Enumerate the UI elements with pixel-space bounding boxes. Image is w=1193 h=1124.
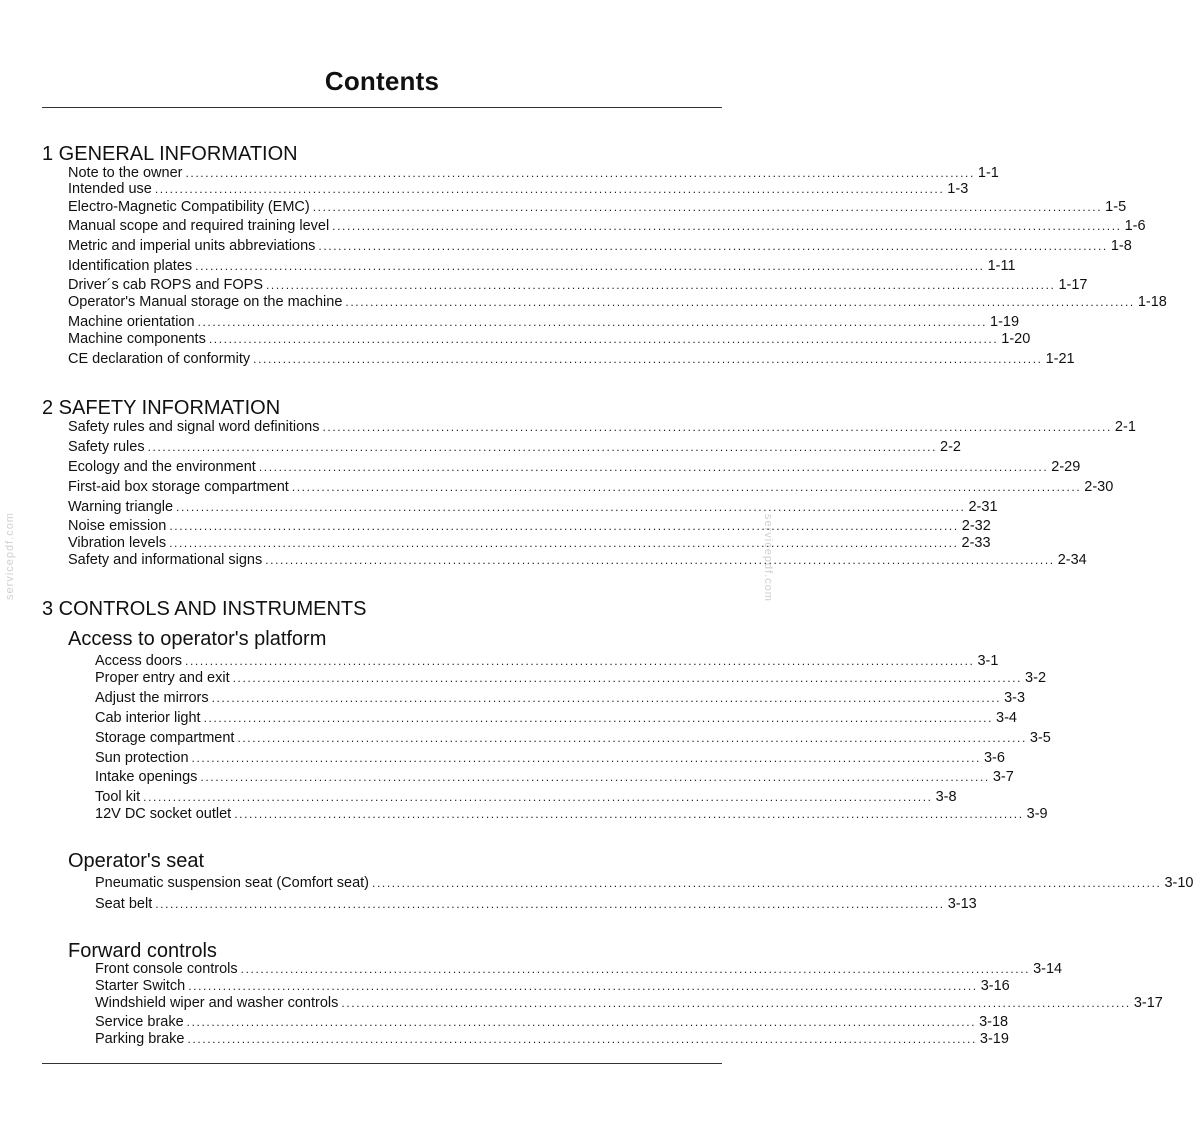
subsection-heading-forward-controls: Forward controls bbox=[68, 940, 217, 962]
toc-entry[interactable] bbox=[68, 499, 998, 516]
toc-entry-label: Safety rules bbox=[68, 439, 145, 455]
toc-entry-page-number: 3-6 bbox=[983, 750, 1005, 766]
toc-entry-page-number: 2-2 bbox=[940, 439, 961, 455]
toc-entry-label: Safety rules and signal word definitions bbox=[68, 419, 320, 435]
page-title: Contents bbox=[324, 66, 440, 96]
dot-leader: ................................................................................................................................................................ bbox=[147, 440, 938, 454]
dot-leader: ................................................................................................................................................................ bbox=[266, 278, 1056, 292]
toc-entry-page-number: 2-1 bbox=[1114, 419, 1136, 435]
toc-entry[interactable] bbox=[95, 1014, 1009, 1031]
dot-leader: ................................................................................................................................................................ bbox=[208, 332, 999, 346]
toc-entry-label: Intended use bbox=[68, 181, 152, 197]
dot-leader: ................................................................................................................................................................ bbox=[176, 500, 966, 514]
dot-leader: ................................................................................................................................................................ bbox=[191, 751, 981, 765]
toc-entry[interactable] bbox=[95, 690, 1026, 707]
toc-entry-label: Safety and informational signs bbox=[68, 552, 263, 568]
dot-leader: ................................................................................................................................................................ bbox=[185, 654, 975, 668]
dot-leader: ................................................................................................................................................................ bbox=[372, 876, 1162, 890]
toc-entry[interactable] bbox=[95, 710, 1017, 727]
toc-entry[interactable] bbox=[68, 258, 1016, 275]
toc-entry[interactable] bbox=[68, 535, 991, 552]
toc-entry-page-number: 2-32 bbox=[961, 518, 991, 534]
dot-leader: ................................................................................................................................................................ bbox=[332, 219, 1122, 233]
toc-entry-page-number: 3-18 bbox=[979, 1014, 1009, 1030]
toc-entry-page-number: 3-10 bbox=[1164, 875, 1193, 891]
toc-entry[interactable] bbox=[95, 995, 1163, 1012]
toc-entry[interactable] bbox=[95, 789, 957, 806]
toc-entry-label: 12V DC socket outlet bbox=[95, 806, 232, 822]
toc-entry-page-number: 3-7 bbox=[992, 769, 1014, 785]
dot-leader: ................................................................................................................................................................ bbox=[265, 553, 1055, 567]
dot-leader: ................................................................................................................................................................ bbox=[188, 979, 978, 993]
dot-leader: ................................................................................................................................................................ bbox=[195, 259, 985, 273]
toc-entry-page-number: 1-1 bbox=[977, 165, 999, 181]
toc-entry-label: Starter Switch bbox=[95, 978, 186, 994]
toc-entry-label: Machine components bbox=[68, 331, 206, 347]
toc-entry-page-number: 2-34 bbox=[1057, 552, 1087, 568]
toc-entry[interactable] bbox=[68, 165, 999, 182]
toc-entry[interactable] bbox=[95, 730, 1051, 747]
dot-leader: ................................................................................................................................................................ bbox=[258, 460, 1049, 474]
toc-entry-label: Windshield wiper and washer controls bbox=[95, 995, 339, 1011]
toc-entry-label: Proper entry and exit bbox=[95, 670, 230, 686]
toc-entry[interactable] bbox=[95, 875, 1193, 892]
toc-entry-label: Seat belt bbox=[95, 896, 153, 912]
watermark-left: servicepdf.com bbox=[4, 512, 16, 600]
toc-entry-page-number: 1-19 bbox=[990, 314, 1020, 330]
toc-entry-label: Intake openings bbox=[95, 769, 198, 785]
toc-entry-label: Tool kit bbox=[95, 789, 141, 805]
toc-entry-label: Ecology and the environment bbox=[68, 459, 256, 475]
dot-leader: ................................................................................................................................................................ bbox=[143, 790, 933, 804]
toc-entry-page-number: 2-33 bbox=[961, 535, 991, 551]
toc-entry-label: Operator's Manual storage on the machine bbox=[68, 294, 343, 310]
subsection-heading-access-platform: Access to operator's platform bbox=[68, 628, 327, 650]
toc-entry-label: Noise emission bbox=[68, 518, 167, 534]
dot-leader: ................................................................................................................................................................ bbox=[211, 691, 1002, 705]
toc-entry-page-number: 1-5 bbox=[1105, 199, 1127, 215]
toc-entry-page-number: 3-1 bbox=[977, 653, 999, 669]
toc-entry-label: Note to the owner bbox=[68, 165, 183, 181]
dot-leader: ................................................................................................................................................................ bbox=[155, 897, 945, 911]
toc-entry[interactable] bbox=[68, 181, 969, 198]
toc-entry[interactable] bbox=[95, 653, 999, 670]
toc-entry-label: Warning triangle bbox=[68, 499, 174, 515]
toc-entry-label: Metric and imperial units abbreviations bbox=[68, 238, 316, 254]
toc-entry-page-number: 3-8 bbox=[935, 789, 957, 805]
dot-leader: ................................................................................................................................................................ bbox=[232, 671, 1023, 685]
toc-entry-page-number: 3-13 bbox=[947, 896, 977, 912]
toc-entry[interactable] bbox=[95, 769, 1014, 786]
toc-entry-page-number: 2-30 bbox=[1084, 479, 1114, 495]
header-rule bbox=[42, 107, 722, 108]
toc-entry[interactable] bbox=[68, 277, 1088, 294]
watermark-right: servicepdf.com bbox=[762, 514, 774, 602]
dot-leader: ................................................................................................................................................................ bbox=[240, 962, 1031, 976]
section-heading-safety-information: 2 SAFETY INFORMATION bbox=[42, 397, 281, 419]
toc-entry[interactable] bbox=[68, 419, 1136, 436]
toc-entry-page-number: 1-11 bbox=[987, 258, 1016, 274]
toc-entry-label: Front console controls bbox=[95, 961, 238, 977]
toc-entry-label: Cab interior light bbox=[95, 710, 201, 726]
section-heading-controls-and-instruments: 3 CONTROLS AND INSTRUMENTS bbox=[42, 598, 367, 620]
toc-entry[interactable] bbox=[68, 218, 1146, 235]
toc-entry[interactable] bbox=[68, 351, 1075, 368]
toc-entry-page-number: 2-29 bbox=[1051, 459, 1081, 475]
toc-entry[interactable] bbox=[68, 314, 1020, 331]
toc-entry-label: CE declaration of conformity bbox=[68, 351, 251, 367]
dot-leader: ................................................................................................................................................................ bbox=[200, 770, 990, 784]
dot-leader: ................................................................................................................................................................ bbox=[186, 1015, 977, 1029]
dot-leader: ................................................................................................................................................................ bbox=[154, 182, 945, 196]
dot-leader: ................................................................................................................................................................ bbox=[345, 295, 1135, 309]
toc-entry-page-number: 1-21 bbox=[1045, 351, 1075, 367]
toc-entry-page-number: 2-31 bbox=[968, 499, 998, 515]
toc-entry[interactable] bbox=[68, 294, 1167, 311]
toc-entry[interactable] bbox=[68, 238, 1132, 255]
toc-entry-page-number: 3-9 bbox=[1026, 806, 1048, 822]
dot-leader: ................................................................................................................................................................ bbox=[237, 731, 1027, 745]
toc-entry[interactable] bbox=[95, 670, 1047, 687]
toc-entry[interactable] bbox=[95, 1031, 1009, 1048]
toc-entry-label: Electro-Magnetic Compatibility (EMC) bbox=[68, 199, 310, 215]
toc-entry-label: Identification plates bbox=[68, 258, 193, 274]
toc-entry-label: Storage compartment bbox=[95, 730, 235, 746]
toc-entry[interactable] bbox=[68, 439, 961, 456]
section-heading-general-information: 1 GENERAL INFORMATION bbox=[42, 143, 298, 165]
dot-leader: ................................................................................................................................................................ bbox=[169, 536, 959, 550]
toc-entry-page-number: 3-4 bbox=[996, 710, 1017, 726]
toc-entry[interactable] bbox=[68, 479, 1114, 496]
toc-entry[interactable] bbox=[95, 750, 1005, 767]
toc-entry-page-number: 3-2 bbox=[1025, 670, 1047, 686]
dot-leader: ................................................................................................................................................................ bbox=[185, 166, 975, 180]
toc-entry-page-number: 1-17 bbox=[1058, 277, 1088, 293]
dot-leader: ................................................................................................................................................................ bbox=[234, 807, 1024, 821]
toc-entry-page-number: 1-8 bbox=[1110, 238, 1132, 254]
toc-entry-label: Vibration levels bbox=[68, 535, 167, 551]
toc-entry[interactable] bbox=[95, 806, 1048, 823]
toc-entry-page-number: 3-19 bbox=[979, 1031, 1009, 1047]
toc-entry-label: Service brake bbox=[95, 1014, 184, 1030]
toc-entry-page-number: 1-18 bbox=[1137, 294, 1167, 310]
dot-leader: ................................................................................................................................................................ bbox=[169, 519, 959, 533]
dot-leader: ................................................................................................................................................................ bbox=[318, 239, 1108, 253]
toc-entry-page-number: 3-14 bbox=[1033, 961, 1063, 977]
toc-entry[interactable] bbox=[68, 331, 1031, 348]
dot-leader: ................................................................................................................................................................ bbox=[322, 420, 1112, 434]
toc-entry-label: Driver´s cab ROPS and FOPS bbox=[68, 277, 263, 293]
toc-entry-label: Sun protection bbox=[95, 750, 189, 766]
toc-entry[interactable] bbox=[95, 961, 1063, 978]
toc-entry[interactable] bbox=[68, 518, 991, 535]
toc-entry-label: Pneumatic suspension seat (Comfort seat) bbox=[95, 875, 370, 891]
dot-leader: ................................................................................................................................................................ bbox=[312, 200, 1103, 214]
toc-entry[interactable] bbox=[68, 552, 1087, 569]
dot-leader: ................................................................................................................................................................ bbox=[253, 352, 1043, 366]
toc-entry[interactable] bbox=[68, 459, 1081, 476]
toc-entry[interactable] bbox=[68, 199, 1127, 216]
dot-leader: ................................................................................................................................................................ bbox=[291, 480, 1082, 494]
dot-leader: ................................................................................................................................................................ bbox=[187, 1032, 977, 1046]
toc-entry-page-number: 1-6 bbox=[1124, 218, 1146, 234]
toc-entry-label: Manual scope and required training level bbox=[68, 218, 330, 234]
toc-entry-page-number: 3-17 bbox=[1133, 995, 1163, 1011]
toc-entry-page-number: 1-20 bbox=[1001, 331, 1031, 347]
footer-rule bbox=[42, 1063, 722, 1064]
dot-leader: ................................................................................................................................................................ bbox=[197, 315, 987, 329]
dot-leader: ................................................................................................................................................................ bbox=[203, 711, 994, 725]
toc-entry[interactable] bbox=[95, 978, 1010, 995]
toc-entry[interactable] bbox=[95, 896, 977, 913]
toc-entry-label: First-aid box storage compartment bbox=[68, 479, 289, 495]
dot-leader: ................................................................................................................................................................ bbox=[341, 996, 1131, 1010]
toc-entry-label: Parking brake bbox=[95, 1031, 185, 1047]
toc-entry-label: Access doors bbox=[95, 653, 183, 669]
toc-entry-page-number: 1-3 bbox=[947, 181, 969, 197]
toc-entry-page-number: 3-3 bbox=[1004, 690, 1026, 706]
toc-entry-page-number: 3-5 bbox=[1029, 730, 1051, 746]
toc-entry-label: Machine orientation bbox=[68, 314, 195, 330]
subsection-heading-operator-seat: Operator's seat bbox=[68, 850, 205, 872]
toc-entry-label: Adjust the mirrors bbox=[95, 690, 209, 706]
toc-entry-page-number: 3-16 bbox=[980, 978, 1010, 994]
